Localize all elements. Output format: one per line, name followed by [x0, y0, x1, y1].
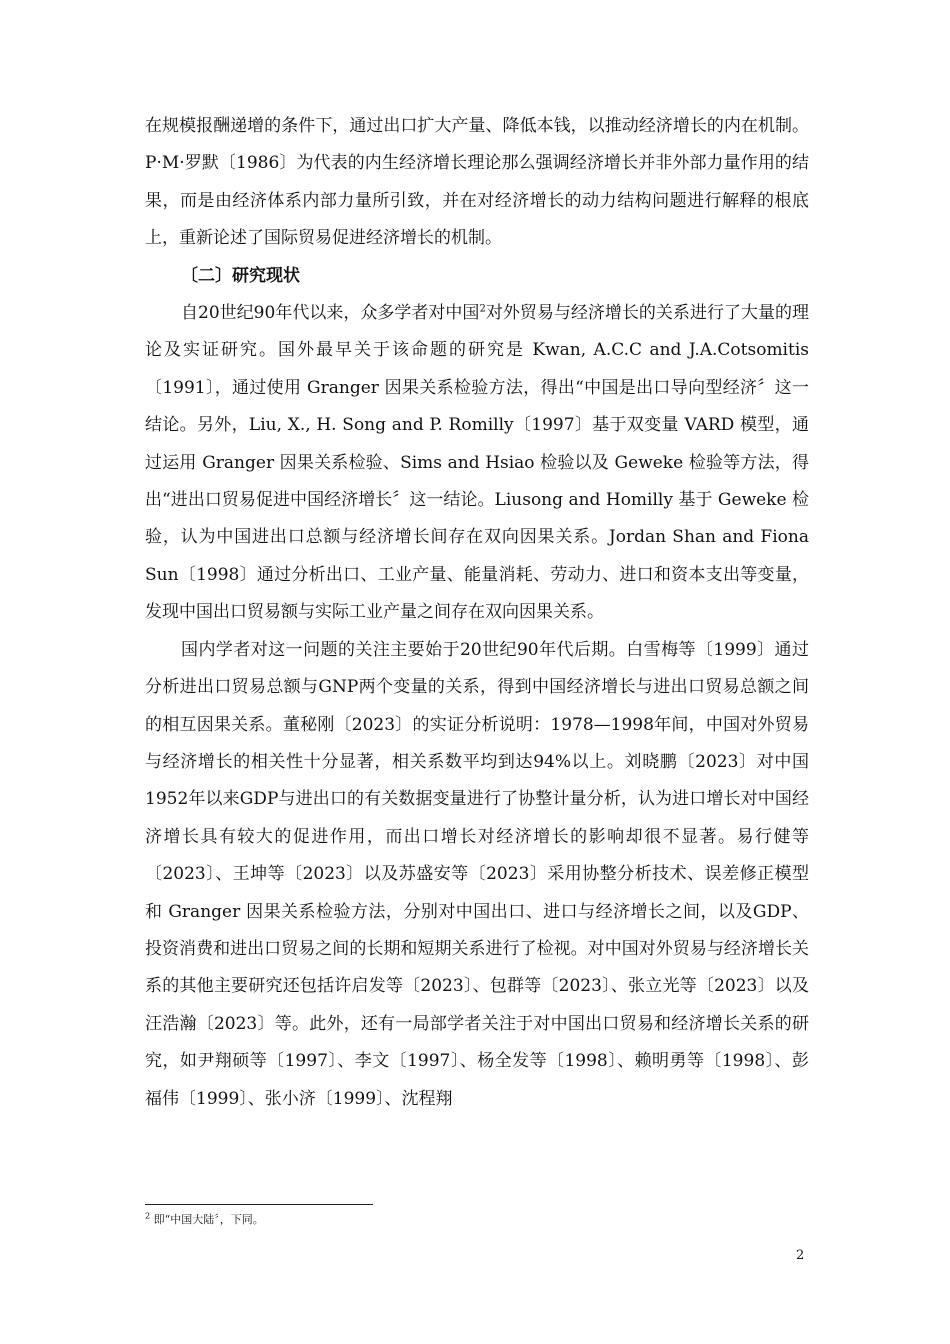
footnote-text: 即“中国大陆〞，下同。: [153, 1213, 264, 1226]
page-number: 2: [796, 1248, 805, 1263]
footnote: [145, 1212, 264, 1228]
paragraph-text-part: 自20世纪90年代以来，众多学者对中国: [181, 303, 480, 324]
body-text: [145, 108, 809, 1118]
paragraph-intro-continued: 在规模报酬递增的条件下，通过出口扩大产量、降低本钱，以推动经济增长的内在机制。P·M·罗默〔1986〕为代表的内生经济增长理论那么强调经济增长并非外部力量作用的结果，而是由经济体系内部力量所引致，并在对经济增长的动力结构问题进行解释的根底上，重新论述了国际贸易促进经济增长的机制。: [145, 116, 809, 249]
paragraph-text-part: 对外贸易与经济增长的关系进行了大量的理论及实证研究。国外最早关于该命题的研究是 Kwan, A.C.C and J.A.Cotsomitis〔1991〕，通过使用 Granger 因果关系检验方法，得出“中国是出口导向型经济〞这一结论。另外，Liu, X., H. Song and P. Romilly〔1997〕基于双变量 VARD 模型，通过运用 Granger 因果关系检验、Sims and Hsiao 检验以及 Geweke 检验等方法，得出“进出口贸易促进中国经济增长〞这一结论。Liusong and Homilly 基于 Geweke 检验，认为中国进出口总额与经济增长间存在双向因果关系。Jordan Shan and Fiona Sun〔1998〕通过分析出口、工业产量、能量消耗、劳动力、进口和资本支出等变量，发现中国出口贸易额与实际工业产量之间存在双向因果关系。: [145, 303, 810, 623]
footnote-separator: [145, 1204, 373, 1205]
paragraph-domestic-research: 国内学者对这一问题的关注主要始于20世纪90年代后期。白雪梅等〔1999〕通过分析进出口贸易总额与GNP两个变量的关系，得到中国经济增长与进出口贸易总额之间的相互因果关系。董秘刚〔2023〕的实证分析说明：1978—1998年间，中国对外贸易与经济增长的相关性十分显著，相关系数平均到达94%以上。刘晓鹏〔2023〕对中国1952年以来GDP与进出口的有关数据变量进行了协整计量分析，认为进口增长对中国经济增长具有较大的促进作用，而出口增长对经济增长的影响却很不显著。易行健等〔2023〕、王坤等〔2023〕以及苏盛安等〔2023〕采用协整分析技术、误差修正模型和 Granger 因果关系检验方法，分别对中国出口、进口与经济增长之间，以及GDP、投资消费和进出口贸易之间的长期和短期关系进行了检视。对中国对外贸易与经济增长关系的其他主要研究还包括许启发等〔2023〕、包群等〔2023〕、张立光等〔2023〕以及汪浩瀚〔2023〕等。此外，还有一局部学者关注于对中国出口贸易和经济增长关系的研究，如尹翔硕等〔1997〕、李文〔1997〕、杨全发等〔1998〕、赖明勇等〔1998〕、彭福伟〔1999〕、张小济〔1999〕、沈程翔: [145, 639, 809, 1109]
section-heading: 〔二〕研究现状: [181, 265, 300, 286]
paragraph-foreign-research: [145, 295, 809, 632]
footnote-reference[interactable]: 2: [479, 303, 486, 315]
footnote-mark: 2: [145, 1211, 151, 1221]
